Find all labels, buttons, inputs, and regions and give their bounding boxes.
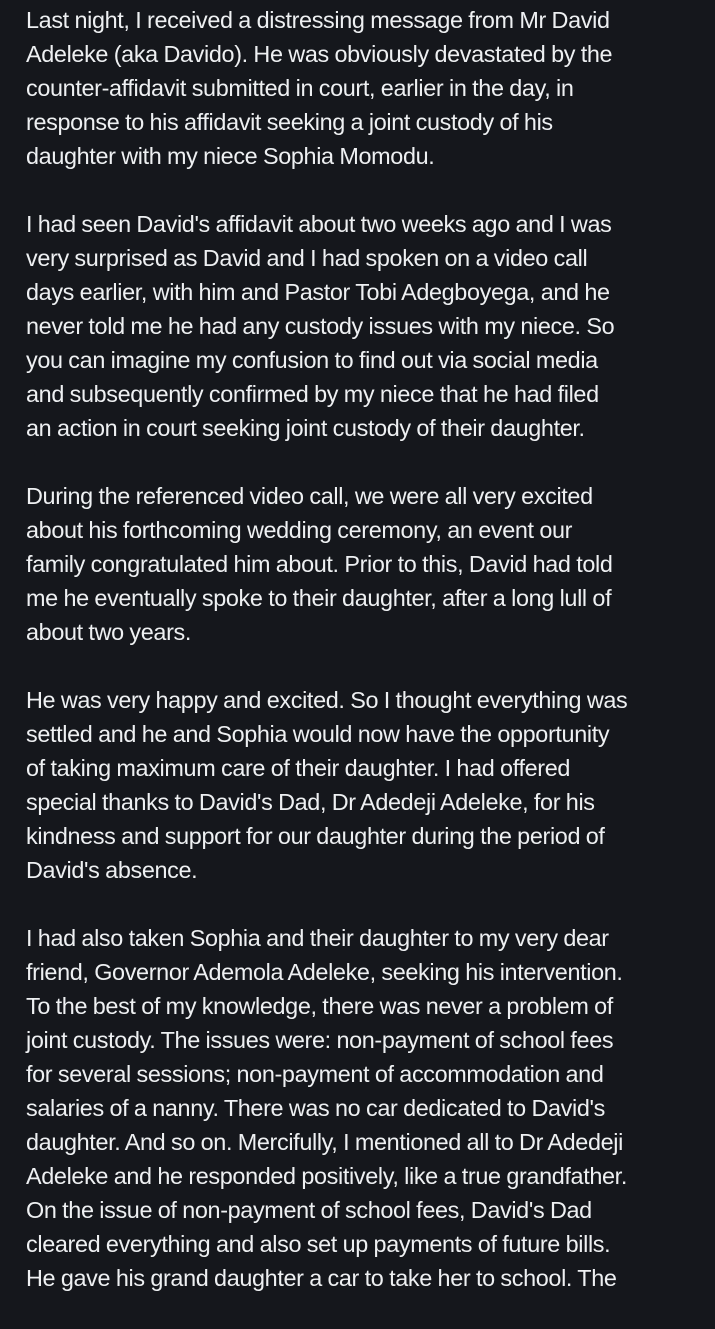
text-line: Adeleke (aka Davido). He was obviously devastated by the bbox=[26, 41, 613, 67]
text-line: about his forthcoming wedding ceremony, an event our bbox=[26, 517, 573, 543]
text-line: Adeleke and he responded positively, like a true grandfather. bbox=[26, 1163, 627, 1189]
text-line: He gave his grand daughter a car to take her to school. The bbox=[26, 1265, 617, 1291]
text-line: Last night, I received a distressing message from Mr David bbox=[26, 7, 610, 33]
text-line: about two years. bbox=[26, 619, 192, 645]
text-line: never told me he had any custody issues with my niece. So bbox=[26, 313, 615, 339]
text-line: cleared everything and also set up payments of future bills. bbox=[26, 1231, 611, 1257]
paragraph-4 bbox=[26, 683, 708, 887]
text-line: salaries of a nanny. There was no car dedicated to David's bbox=[26, 1095, 605, 1121]
text-line: He was very happy and excited. So I thought everything was bbox=[26, 687, 628, 713]
text-line: family congratulated him about. Prior to this, David had told bbox=[26, 551, 613, 577]
text-line: I had also taken Sophia and their daughter to my very dear bbox=[26, 925, 609, 951]
text-line: very surprised as David and I had spoken on a video call bbox=[26, 245, 588, 271]
text-line: I had seen David's affidavit about two weeks ago and I was bbox=[26, 211, 612, 237]
text-line: counter-affidavit submitted in court, earlier in the day, in bbox=[26, 75, 574, 101]
text-line: joint custody. The issues were: non-payment of school fees bbox=[26, 1027, 614, 1053]
text-line: daughter. And so on. Mercifully, I mentioned all to Dr Adedeji bbox=[26, 1129, 623, 1155]
text-line: an action in court seeking joint custody of their daughter. bbox=[26, 415, 585, 441]
text-line: David's absence. bbox=[26, 857, 198, 883]
text-line: you can imagine my confusion to find out via social media bbox=[26, 347, 598, 373]
paragraph-1 bbox=[26, 3, 708, 173]
text-line: To the best of my knowledge, there was never a problem of bbox=[26, 993, 613, 1019]
text-line: for several sessions; non-payment of accommodation and bbox=[26, 1061, 604, 1087]
text-line: During the referenced video call, we were all very excited bbox=[26, 483, 593, 509]
text-line: friend, Governor Ademola Adeleke, seeking his intervention. bbox=[26, 959, 623, 985]
text-line: daughter with my niece Sophia Momodu. bbox=[26, 143, 435, 169]
paragraph-5 bbox=[26, 921, 708, 1295]
paragraph-3 bbox=[26, 479, 708, 649]
text-line: of taking maximum care of their daughter. I had offered bbox=[26, 755, 571, 781]
text-line: settled and he and Sophia would now have the opportunity bbox=[26, 721, 610, 747]
text-line: and subsequently confirmed by my niece that he had filed bbox=[26, 381, 599, 407]
text-line: days earlier, with him and Pastor Tobi Adegboyega, and he bbox=[26, 279, 610, 305]
statement-document bbox=[26, 3, 708, 1329]
paragraph-2 bbox=[26, 207, 708, 445]
text-line: me he eventually spoke to their daughter, after a long lull of bbox=[26, 585, 612, 611]
text-line: special thanks to David's Dad, Dr Adedeji Adeleke, for his bbox=[26, 789, 595, 815]
text-line: response to his affidavit seeking a joint custody of his bbox=[26, 109, 553, 135]
text-line: kindness and support for our daughter during the period of bbox=[26, 823, 605, 849]
text-line: On the issue of non-payment of school fees, David's Dad bbox=[26, 1197, 592, 1223]
